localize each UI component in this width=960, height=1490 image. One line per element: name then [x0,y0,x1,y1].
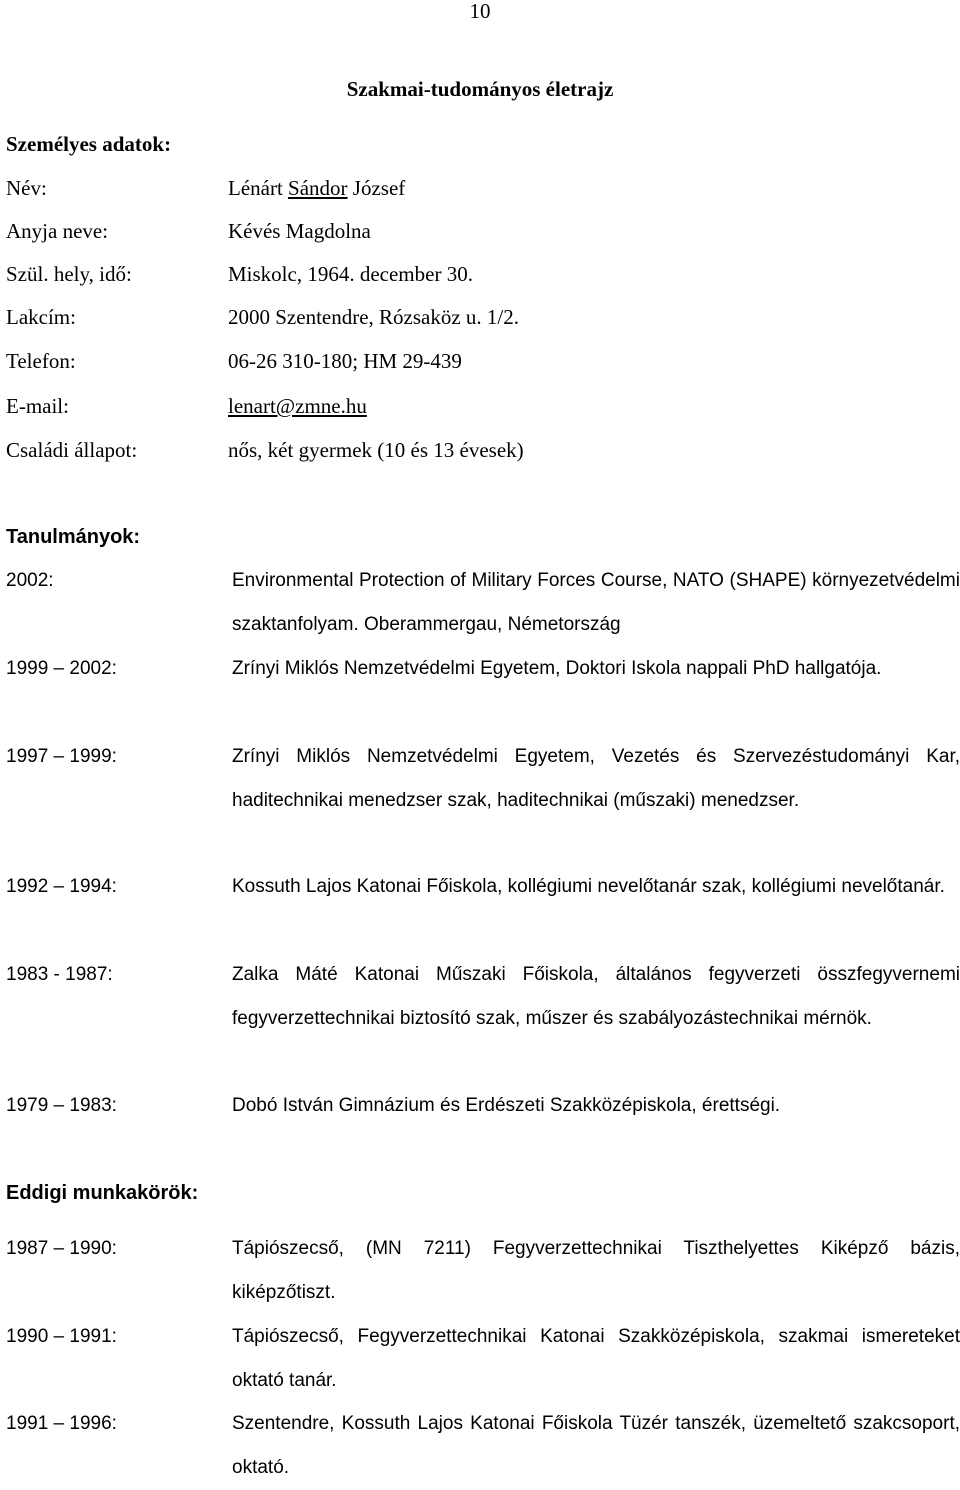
personal-value: 06-26 310-180; HM 29-439 [228,349,462,373]
personal-label: Telefon: [6,349,76,373]
entry-text: Zrínyi Miklós Nemzetvédelmi Egyetem, Vezetés és Szervezéstudományi Kar, haditechnikai menedzser szak, haditechnikai (műszaki) menedzser. [232,746,960,811]
entry-date: 1991 – 1996: [6,1413,117,1434]
personal-label: Anyja neve: [6,219,109,243]
personal-data-heading: Személyes adatok: [6,132,172,156]
personal-value: Miskolc, 1964. december 30. [228,262,473,286]
entry-text: Tápiószecső, Fegyverzettechnikai Katonai Szakközépiskola, szakmai ismereteket oktató tanár. [232,1326,960,1391]
studies-heading: Tanulmányok: [6,526,141,548]
entry-date: 1990 – 1991: [6,1326,117,1347]
entry-date: 2002: [6,570,54,591]
name-last-part: József [347,176,406,200]
personal-value: nős, két gyermek (10 és 13 évesek) [228,438,524,462]
entry-date: 1992 – 1994: [6,876,117,897]
personal-label: E-mail: [6,394,69,418]
entry-text: Zalka Máté Katonai Műszaki Főiskola, általános fegyverzeti összfegyvernemi fegyverzettechnikai biztosító szak, műszer és szabályozástechnikai mérnök. [232,964,960,1029]
entry-date: 1983 - 1987: [6,964,113,985]
entry-date: 1999 – 2002: [6,658,117,679]
entry-date: 1979 – 1983: [6,1095,117,1116]
personal-label: Szül. hely, idő: [6,262,132,286]
entry-date: 1987 – 1990: [6,1238,117,1259]
personal-value: 2000 Szentendre, Rózsaköz u. 1/2. [228,305,520,329]
entry-text: Zrínyi Miklós Nemzetvédelmi Egyetem, Doktori Iskola nappali PhD hallgatója. [232,658,882,679]
document-title: Szakmai-tudományos életrajz [346,77,614,101]
entry-text: Szentendre, Kossuth Lajos Katonai Főiskola Tüzér tanszék, üzemeltető szakcsoport, oktató. [232,1413,960,1478]
personal-value: Kévés Magdolna [228,219,371,243]
name-underlined-part: Sándor [288,176,348,200]
personal-value-name [228,175,405,201]
personal-label: Név: [6,176,47,200]
name-first-part: Lénárt [228,176,289,200]
jobs-heading: Eddigi munkakörök: [6,1182,199,1204]
entry-text: Environmental Protection of Military Forces Course, NATO (SHAPE) környezetvédelmi szaktanfolyam. Oberammergau, Németország [232,570,960,635]
entry-text: Dobó István Gimnázium és Erdészeti Szakközépiskola, érettségi. [232,1095,781,1116]
personal-label: Lakcím: [6,305,76,329]
entry-text: Tápiószecső, (MN 7211) Fegyverzettechnikai Tiszthelyettes Kiképző bázis, kiképzőtiszt. [232,1238,960,1303]
email-link[interactable]: lenart@zmne.hu [228,394,367,418]
entry-text: Kossuth Lajos Katonai Főiskola, kollégiumi nevelőtanár szak, kollégiumi nevelőtanár. [232,876,945,897]
personal-label: Családi állapot: [6,438,138,462]
page-number: 10 [469,0,491,23]
entry-date: 1997 – 1999: [6,746,117,767]
